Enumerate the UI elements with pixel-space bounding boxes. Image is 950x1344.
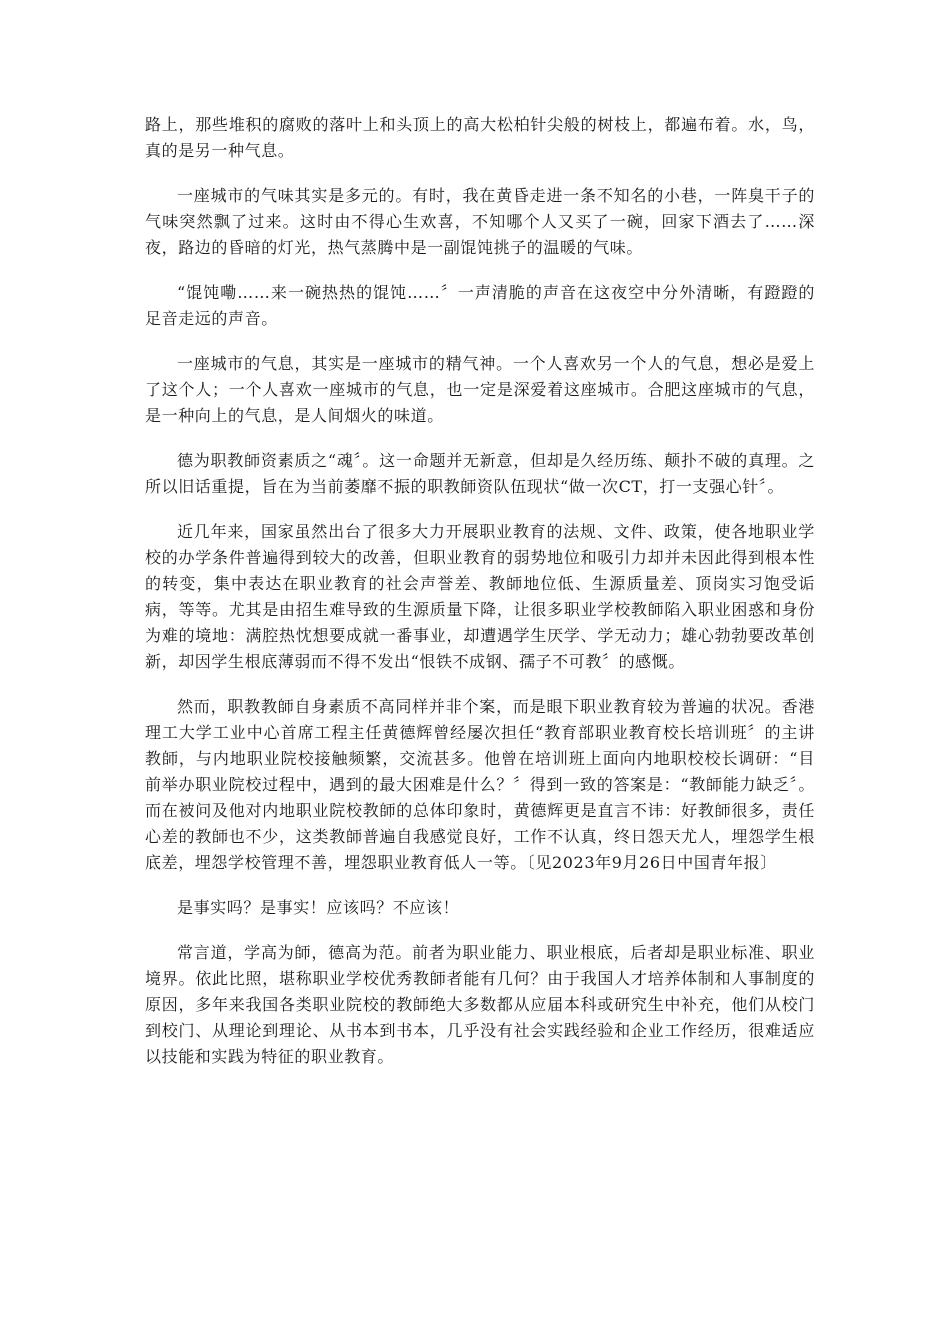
paragraph-2: 一座城市的气味其实是多元的。有时，我在黄昏走进一条不知名的小巷，一阵臭干子的气味突然飘了过来。这时由不得心生欢喜，不知哪个人又买了一碗，回家下酒去了……深夜，路边的昏暗的灯光，热气蒸腾中是一副馄饨挑子的温暖的气味。 <box>145 186 815 257</box>
paragraph-6: 近几年来，国家虽然出台了很多大力开展职业教育的法规、文件、政策，使各地职业学校的办学条件普遍得到较大的改善，但职业教育的弱势地位和吸引力却并未因此得到根本性的转变，集中表达在职业教育的社会声誉差、教師地位低、生源质量差、顶岗实习饱受诟病，等等。尤其是由招生难导致的生源质量下降，让很多职业学校教師陷入职业困惑和身份为难的境地：满腔热忱想要成就一番事业，却遭遇学生厌学、学无动力；雄心勃勃要改革创新，却因学生根底薄弱而不得不发出“恨铁不成钢、孺子不可教〞的感慨。 <box>145 522 815 671</box>
paragraph-8: 是事实吗？是事实！应该吗？不应该！ <box>177 898 460 917</box>
paragraph-3: “馄饨嘞……来一碗热热的馄饨……〞一声清脆的声音在这夜空中分外清晰，有蹬蹬的足音走远的声音。 <box>145 283 815 328</box>
paragraph-1: 路上，那些堆积的腐败的落叶上和头顶上的高大松柏针尖般的树枝上，都遍布着。水，鸟，真的是另一种气息。 <box>145 115 815 160</box>
paragraph-4: 一座城市的气息，其实是一座城市的精气神。一个人喜欢另一个人的气息，想必是爱上了这个人；一个人喜欢一座城市的气息，也一定是深爱着这座城市。合肥这座城市的气息，是一种向上的气息，是人间烟火的味道。 <box>145 354 815 425</box>
paragraph-7: 然而，职教教師自身素质不高同样并非个案，而是眼下职业教育较为普遍的状况。香港理工大学工业中心首席工程主任黄德辉曾经屡次担任“教育部职业教育校长培训班〞的主讲教師，与内地职业院校接触频繁，交流甚多。他曾在培训班上面向内地职校校长调研：“目前举办职业院校过程中，遇到的最大困难是什么？〞得到一致的答案是：“教師能力缺乏〞。而在被问及他对内地职业院校教師的总体印象时，黄德辉更是直言不讳：好教師很多，责任心差的教師也不少，这类教師普遍自我感觉良好，工作不认真，终日怨天尤人，埋怨学生根底差，埋怨学校管理不善，埋怨职业教育低人一等。〔见2023年9月26日中国青年报〕 <box>145 697 815 872</box>
document-body <box>145 112 815 1089</box>
paragraph-9: 常言道，学高为師，德高为范。前者为职业能力、职业根底，后者却是职业标准、职业境界。依此比照，堪称职业学校优秀教師者能有几何？由于我国人才培养体制和人事制度的原因，多年来我国各类职业院校的教師绝大多数都从应届本科或研究生中补充，他们从校门到校门、从理论到理论、从书本到书本，几乎没有社会实践经验和企业工作经历，很难适应以技能和实践为特征的职业教育。 <box>145 943 815 1066</box>
paragraph-5: 德为职教師资素质之“魂〞。这一命题并无新意，但却是久经历练、颠扑不破的真理。之所以旧话重提，旨在为当前萎靡不振的职教師资队伍现状“做一次CT，打一支强心针〞。 <box>145 451 815 496</box>
